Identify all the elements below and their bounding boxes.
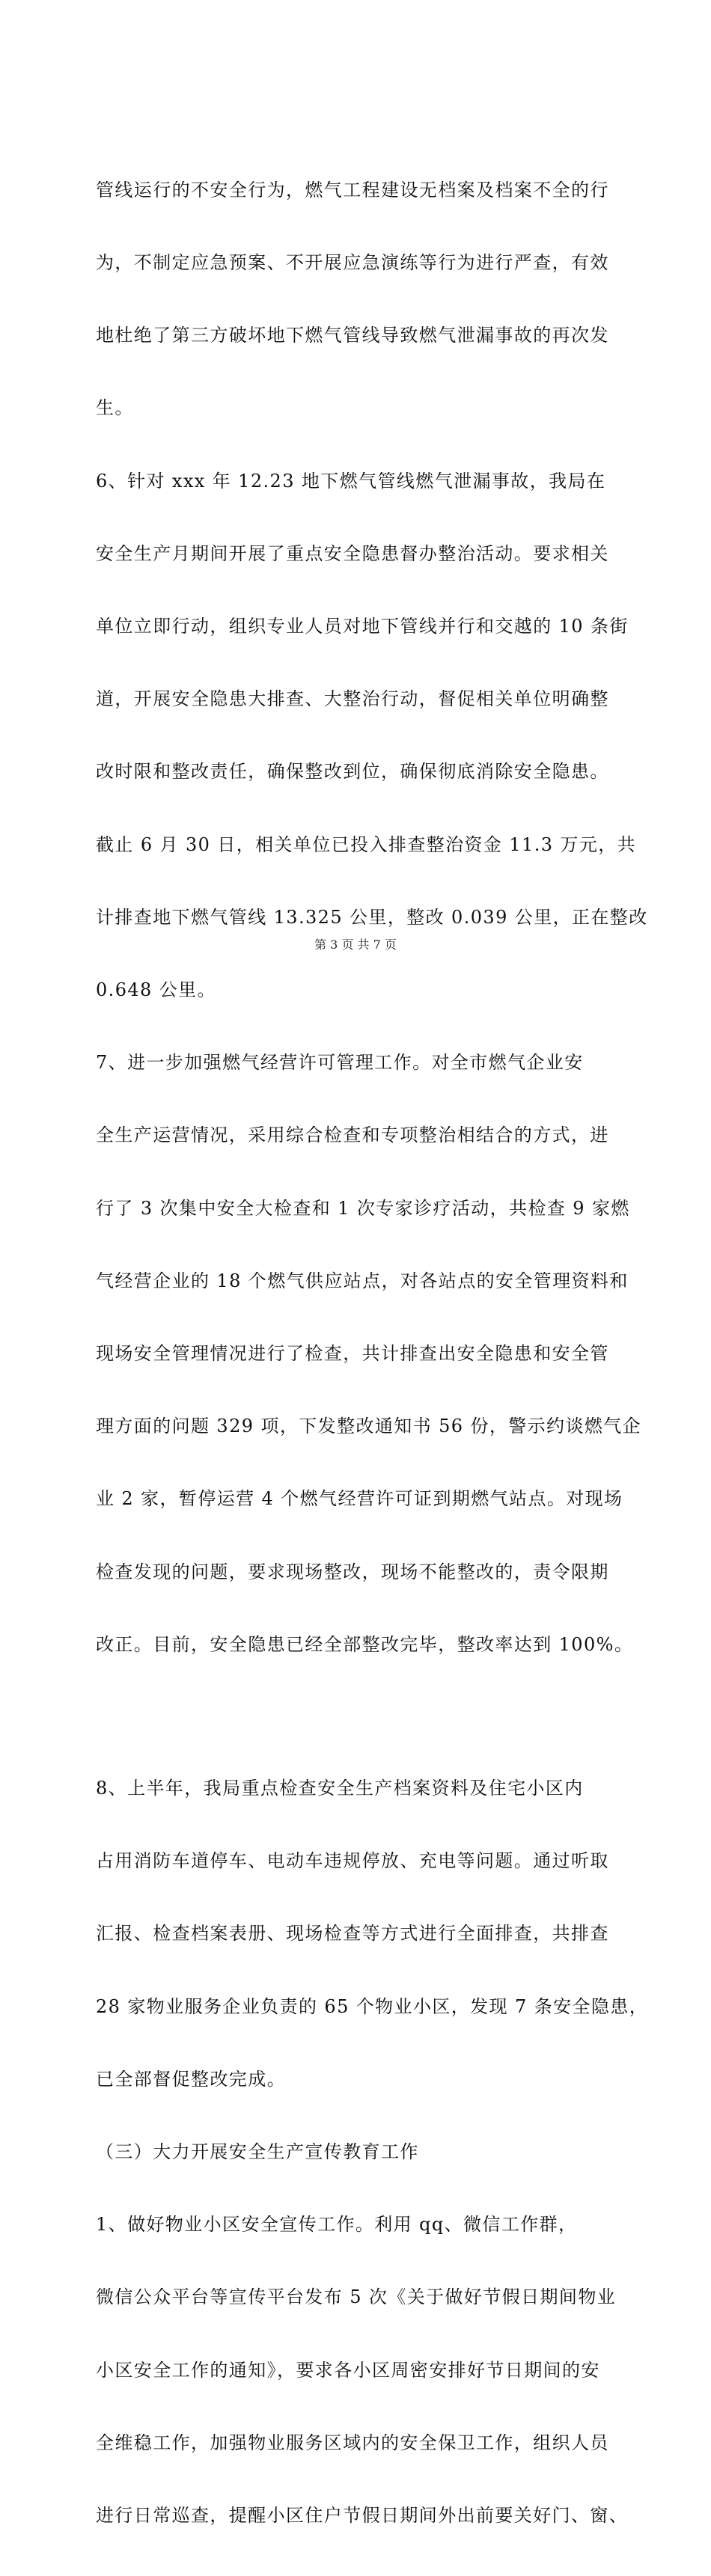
text-line: 改正。目前，安全隐患已经全部整改完毕，整改率达到 100%。 bbox=[96, 1633, 634, 1655]
text-line: 汇报、检查档案表册、现场检查等方式进行全面排查，共排查 bbox=[96, 1923, 609, 1945]
text-line: 生。 bbox=[96, 397, 134, 419]
text-line: 现场安全管理情况进行了检查，共计排查出安全隐患和安全管 bbox=[96, 1343, 609, 1365]
paragraph-group-2 bbox=[96, 1728, 649, 2576]
text-line: 管线运行的不安全行为，燃气工程建设无档案及档案不全的行 bbox=[96, 179, 609, 201]
body-text bbox=[96, 129, 649, 2576]
page-footer bbox=[0, 935, 711, 952]
text-line: 改时限和整改责任，确保整改到位，确保彻底消除安全隐患。 bbox=[96, 761, 609, 783]
text-line: 0.648 公里。 bbox=[96, 979, 216, 1001]
text-line: 检查发现的问题，要求现场整改，现场不能整改的，责令限期 bbox=[96, 1561, 609, 1582]
text-line: 全维稳工作，加强物业服务区域内的安全保卫工作，组织人员 bbox=[96, 2432, 609, 2453]
text-line: 占用消防车道停车、电动车违规停放、充电等问题。通过听取 bbox=[96, 1850, 609, 1872]
text-line: 安全生产月期间开展了重点安全隐患督办整治活动。要求相关 bbox=[96, 542, 609, 564]
text-line: 进行日常巡查，提醒小区住户节假日期间外出前要关好门、窗、 bbox=[96, 2504, 629, 2526]
text-line: 业 2 家，暂停运营 4 个燃气经营许可证到期燃气站点。对现场 bbox=[96, 1488, 623, 1510]
text-line: 微信公众平台等宣传平台发布 5 次《关于做好节假日期间物业 bbox=[96, 2286, 617, 2308]
text-line: 8、上半年，我局重点检查安全生产档案资料及住宅小区内 bbox=[96, 1777, 584, 1799]
text-line: 理方面的问题 329 项，下发整改通知书 56 份，警示约谈燃气企 bbox=[96, 1416, 642, 1437]
text-line: 全生产运营情况，采用综合检查和专项整治相结合的方式，进 bbox=[96, 1125, 609, 1146]
text-line: 截止 6 月 30 日，相关单位已投入排查整治资金 11.3 万元，共 bbox=[96, 833, 637, 855]
text-line: 单位立即行动，组织专业人员对地下管线并行和交越的 10 条街 bbox=[96, 616, 629, 637]
text-line: 28 家物业服务企业负责的 65 个物业小区，发现 7 条安全隐患， bbox=[96, 1995, 649, 2017]
page-number: 第 3 页 共 7 页 bbox=[314, 937, 397, 952]
text-line: 1、做好物业小区安全宣传工作。利用 qq、微信工作群， bbox=[96, 2214, 578, 2236]
text-line: 7、进一步加强燃气经营许可管理工作。对全市燃气企业安 bbox=[96, 1052, 584, 1074]
paragraph-group-1 bbox=[96, 129, 648, 1705]
section-heading: （三）大力开展安全生产宣传教育工作 bbox=[96, 2141, 419, 2162]
paragraph-gap bbox=[96, 1705, 635, 1728]
text-line: 行了 3 次集中安全大检查和 1 次专家诊疗活动，共检查 9 家燃 bbox=[96, 1197, 630, 1219]
text-line: 6、针对 xxx 年 12.23 地下燃气管线燃气泄漏事故，我局在 bbox=[96, 470, 606, 492]
text-line: 道，开展安全隐患大排查、大整治行动，督促相关单位明确整 bbox=[96, 688, 609, 710]
text-line: 小区安全工作的通知》，要求各小区周密安排好节日期间的安 bbox=[96, 2359, 600, 2381]
text-line: 计排查地下燃气管线 13.325 公里，整改 0.039 公里，正在整改 bbox=[96, 906, 648, 928]
text-line: 气经营企业的 18 个燃气供应站点，对各站点的安全管理资料和 bbox=[96, 1270, 629, 1291]
text-line: 地杜绝了第三方破坏地下燃气管线导致燃气泄漏事故的再次发 bbox=[96, 325, 609, 346]
text-line: 已全部督促整改完成。 bbox=[96, 2068, 286, 2090]
text-line: 为，不制定应急预案、不开展应急演练等行为进行严查，有效 bbox=[96, 252, 609, 274]
